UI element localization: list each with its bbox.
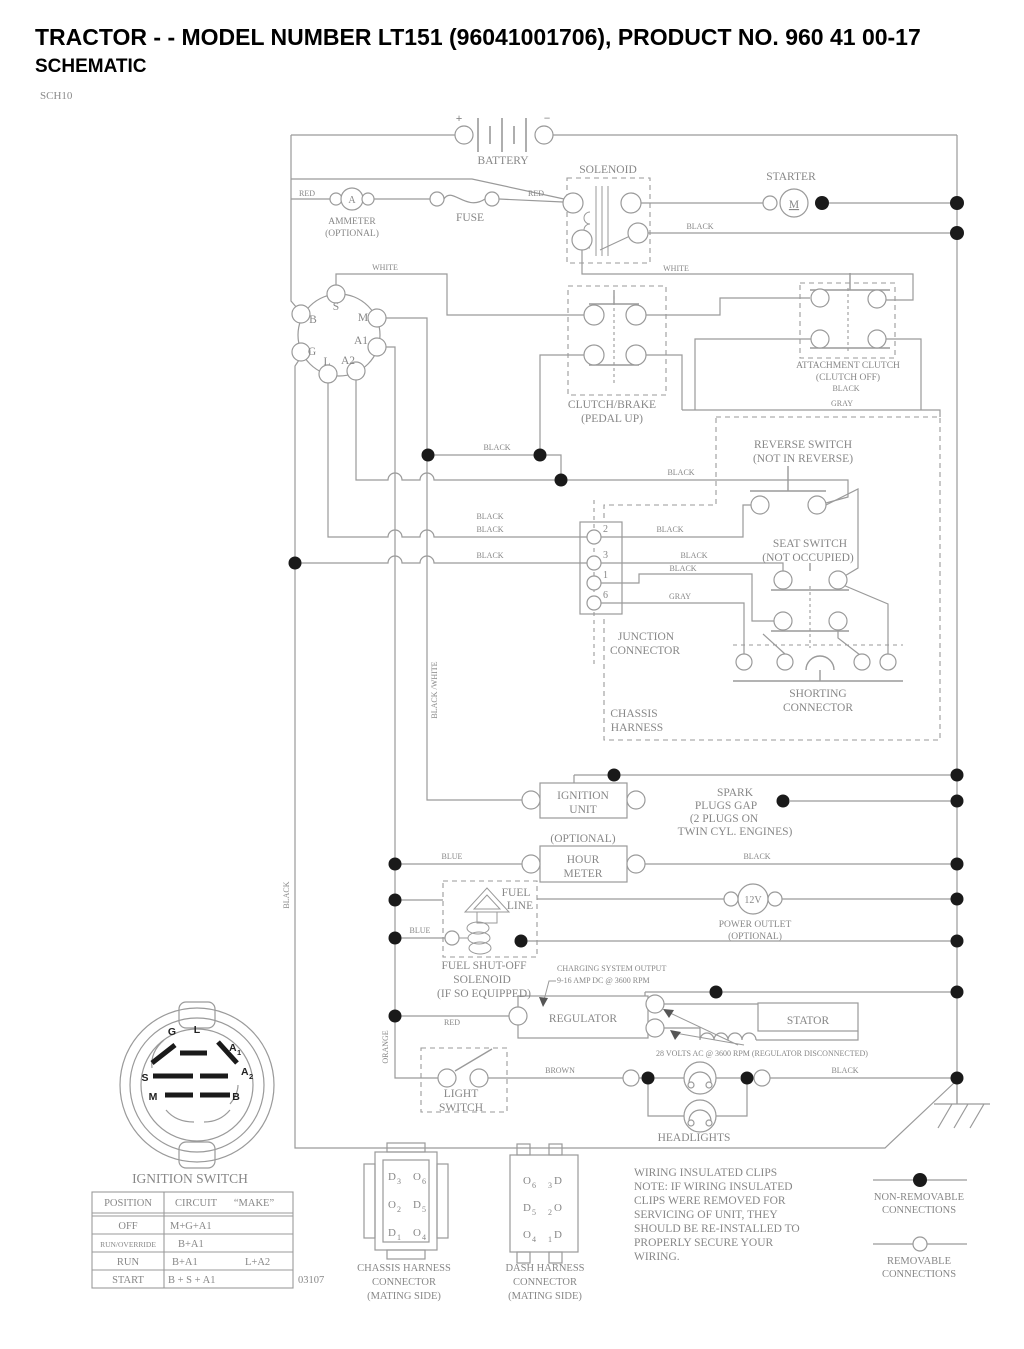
pin-num: 3 bbox=[397, 1177, 401, 1186]
wire-red-2: RED bbox=[528, 189, 544, 198]
wire-gray-p6: GRAY bbox=[669, 592, 691, 601]
table-h-position: POSITION bbox=[104, 1198, 152, 1209]
shorting-2: CONNECTOR bbox=[782, 702, 854, 714]
key-caption: IGNITION SWITCH bbox=[132, 1171, 248, 1186]
charging-2: 9-16 AMP DC @ 3600 RPM bbox=[557, 976, 650, 985]
legend-nonremovable-1: NON-REMOVABLE bbox=[873, 1192, 965, 1203]
charging-1: CHARGING SYSTEM OUTPUT bbox=[557, 964, 667, 973]
fuel-2: LINE bbox=[506, 900, 534, 912]
pin-num: 6 bbox=[422, 1177, 426, 1186]
battery-plus: + bbox=[455, 113, 463, 125]
chassis-2: HARNESS bbox=[610, 722, 664, 734]
spark-1: SPARK bbox=[716, 787, 754, 799]
spark-3: (2 PLUGS ON bbox=[689, 813, 759, 825]
shorting-1: SHORTING bbox=[789, 688, 847, 700]
wiring-note bbox=[634, 1167, 800, 1263]
wire-black-p1: BLACK bbox=[669, 564, 697, 573]
fuel-1: FUEL bbox=[501, 887, 531, 899]
pin-glyph: D bbox=[388, 1171, 396, 1183]
chassis-harness-connector bbox=[357, 1143, 451, 1302]
pin-num: 5 bbox=[532, 1208, 536, 1217]
pin-glyph: D bbox=[523, 1202, 531, 1214]
clutch-brake-1: CLUTCH/BRAKE bbox=[567, 399, 657, 411]
wire-black-p2: BLACK bbox=[656, 525, 684, 534]
pin-glyph: O bbox=[554, 1202, 562, 1214]
note-line: WIRING INSULATED CLIPS bbox=[634, 1167, 778, 1179]
table-rows bbox=[100, 1221, 270, 1286]
headlight-symbols bbox=[684, 1062, 716, 1132]
pin-num: 2 bbox=[397, 1205, 401, 1214]
pin-glyph: D bbox=[413, 1199, 421, 1211]
pin-glyph: O bbox=[523, 1175, 531, 1187]
pin-num: 1 bbox=[548, 1235, 552, 1244]
battery-minus: − bbox=[543, 113, 551, 125]
attachment-2: (CLUTCH OFF) bbox=[815, 373, 881, 383]
ignition-table bbox=[92, 1192, 324, 1288]
hour-2: METER bbox=[563, 868, 603, 880]
table-cell: RUN bbox=[116, 1257, 140, 1268]
regulator-label: REGULATOR bbox=[548, 1013, 618, 1025]
wire-black-attach: BLACK bbox=[832, 384, 860, 393]
wire-white-s: WHITE bbox=[372, 263, 398, 272]
fuel-shutoff-2: SOLENOID bbox=[453, 974, 511, 986]
v-label-orange: ORANGE bbox=[381, 1030, 390, 1064]
note-line: CLIPS WERE REMOVED FOR bbox=[634, 1195, 786, 1207]
ign-term-l: L bbox=[323, 356, 331, 368]
removable-circle-icon bbox=[913, 1237, 927, 1251]
wire-black-light: BLACK bbox=[831, 1066, 859, 1075]
clutch-brake-2: (PEDAL UP) bbox=[581, 413, 643, 425]
power-1: POWER OUTLET bbox=[718, 920, 792, 930]
pin-num: 2 bbox=[548, 1208, 552, 1217]
note-line: SERVICING OF UNIT, THEY bbox=[634, 1209, 778, 1221]
key-a1-sub: 1 bbox=[237, 1048, 242, 1057]
table-cell: M+G+A1 bbox=[170, 1221, 212, 1232]
wire-black-480r: BLACK bbox=[667, 468, 695, 477]
hour-1: HOUR bbox=[566, 854, 600, 866]
nonremovable-dot-icon bbox=[913, 1173, 927, 1187]
key-s: S bbox=[141, 1072, 149, 1084]
ignition-unit-1: IGNITION bbox=[557, 790, 609, 802]
key-a1: A bbox=[229, 1042, 237, 1054]
legend-nonremovable-2: CONNECTIONS bbox=[881, 1205, 957, 1216]
key-a2-sub: 2 bbox=[249, 1072, 254, 1081]
doc-code: SCH10 bbox=[40, 90, 73, 102]
ign-term-a2: A2 bbox=[340, 355, 356, 367]
pin-glyph: D bbox=[554, 1229, 562, 1241]
wire-brown: BROWN bbox=[545, 1066, 575, 1075]
chassis-1: CHASSIS bbox=[610, 708, 658, 720]
page-subtitle: SCHEMATIC bbox=[35, 56, 147, 77]
table-cell: START bbox=[112, 1275, 144, 1286]
hour-optional: (OPTIONAL) bbox=[550, 833, 616, 845]
attachment-1: ATTACHMENT CLUTCH bbox=[796, 361, 900, 371]
note-line: SHOULD BE RE-INSTALLED TO bbox=[634, 1223, 800, 1235]
pin-glyph: O bbox=[413, 1171, 421, 1183]
battery-symbol bbox=[478, 118, 526, 152]
wire-black-537l: BLACK bbox=[476, 525, 504, 534]
junction-1: JUNCTION bbox=[617, 631, 675, 643]
pin-glyph: O bbox=[388, 1199, 396, 1211]
table-cell: B+A1 bbox=[178, 1239, 204, 1250]
table-cell: L+A2 bbox=[245, 1257, 271, 1268]
table-cell: RUN/OVERRIDE bbox=[100, 1240, 156, 1249]
ign-term-a1: A1 bbox=[353, 335, 369, 347]
wire-black-hour: BLACK bbox=[743, 852, 771, 861]
v12-label: 12V bbox=[744, 895, 762, 906]
pin-glyph: O bbox=[413, 1227, 421, 1239]
reverse-2: (NOT IN REVERSE) bbox=[752, 453, 854, 465]
table-h-make: “MAKE” bbox=[233, 1198, 275, 1209]
key-g: G bbox=[167, 1026, 177, 1038]
junction-2: CONNECTOR bbox=[609, 645, 681, 657]
ignition-switch-schematic bbox=[292, 285, 386, 383]
seat-2: (NOT OCCUPIED) bbox=[762, 552, 854, 564]
solenoid-label: SOLENOID bbox=[579, 164, 637, 176]
pin-num: 5 bbox=[422, 1205, 426, 1214]
dash-conn-1: DASH HARNESS bbox=[505, 1263, 585, 1274]
key-a2: A bbox=[241, 1066, 249, 1078]
pin-num: 1 bbox=[397, 1233, 401, 1242]
junction-pin-2: 2 bbox=[603, 524, 608, 535]
ign-term-m: M bbox=[357, 312, 369, 324]
connection-legend bbox=[873, 1173, 967, 1280]
headlights-label: HEADLIGHTS bbox=[657, 1132, 731, 1144]
key-m: M bbox=[148, 1091, 158, 1103]
chassis-conn-1: CHASSIS HARNESS bbox=[357, 1263, 451, 1274]
pin-num: 6 bbox=[532, 1181, 536, 1190]
starter-m: M bbox=[788, 199, 800, 211]
ignition-unit-2: UNIT bbox=[569, 804, 597, 816]
ammeter-label: AMMETER bbox=[328, 217, 376, 227]
fuel-shutoff-3: (IF SO EQUIPPED) bbox=[437, 988, 531, 1000]
key-l: L bbox=[193, 1024, 201, 1036]
pin-num: 3 bbox=[548, 1181, 552, 1190]
pin-num: 4 bbox=[422, 1233, 426, 1242]
chassis-conn-3: (MATING SIDE) bbox=[367, 1291, 441, 1302]
seat-1: SEAT SWITCH bbox=[772, 538, 848, 550]
clutch-brake-box bbox=[568, 286, 666, 395]
wire-white-solenoid: WHITE bbox=[663, 264, 689, 273]
wire-blue-hour: BLUE bbox=[441, 852, 463, 861]
wire-black-563l: BLACK bbox=[476, 551, 504, 560]
page-title: TRACTOR - - MODEL NUMBER LT151 (96041001706), PRODUCT NO. 960 41 00-17 bbox=[35, 24, 921, 50]
wire-blue-fuel: BLUE bbox=[409, 926, 431, 935]
volts28-label: 28 VOLTS AC @ 3600 RPM (REGULATOR DISCONNECTED) bbox=[656, 1049, 868, 1058]
reverse-1: REVERSE SWITCH bbox=[753, 439, 853, 451]
ammeter-a: A bbox=[348, 195, 356, 206]
wire-red-1: RED bbox=[299, 189, 315, 198]
wire-black-455: BLACK bbox=[483, 443, 511, 452]
pin-glyph: O bbox=[523, 1229, 531, 1241]
wire-black-480l: BLACK bbox=[476, 512, 504, 521]
legend-removable-1: REMOVABLE bbox=[887, 1256, 951, 1267]
wire-black-solenoid: BLACK bbox=[686, 222, 714, 231]
ignition-switch-graphic bbox=[120, 1002, 274, 1186]
wire-gray-attach: GRAY bbox=[831, 399, 853, 408]
chassis-harness-box bbox=[604, 417, 940, 740]
spark-4: TWIN CYL. ENGINES) bbox=[677, 826, 793, 838]
stator-label: STATOR bbox=[786, 1015, 830, 1027]
v-label-bw: BLACK /WHITE bbox=[430, 661, 439, 719]
table-cell: OFF bbox=[118, 1221, 138, 1232]
key-b: B bbox=[232, 1091, 240, 1103]
dash-harness-connector bbox=[505, 1144, 584, 1302]
table-cell: B + S + A1 bbox=[168, 1275, 216, 1286]
chassis-conn-2: CONNECTOR bbox=[372, 1277, 436, 1288]
v-label-black: BLACK bbox=[282, 881, 291, 909]
terminal-circles bbox=[330, 126, 896, 1087]
junction-pin-6: 6 bbox=[603, 590, 608, 601]
table-cell: B+A1 bbox=[172, 1257, 198, 1268]
pin-num: 4 bbox=[532, 1235, 536, 1244]
light-2: SWITCH bbox=[438, 1102, 484, 1114]
legend-removable-2: CONNECTIONS bbox=[881, 1269, 957, 1280]
ign-term-s: S bbox=[332, 301, 340, 313]
fuel-shutoff-1: FUEL SHUT-OFF bbox=[441, 960, 527, 972]
ammeter-optional: (OPTIONAL) bbox=[325, 229, 379, 239]
note-line: WIRING. bbox=[634, 1251, 680, 1263]
battery-label: BATTERY bbox=[477, 155, 529, 167]
spark-2: PLUGS GAP bbox=[694, 800, 758, 812]
junction-pin-1: 1 bbox=[603, 570, 608, 581]
table-h-circuit: CIRCUIT bbox=[175, 1198, 217, 1209]
fuse-label: FUSE bbox=[455, 212, 485, 224]
wire-black-p3: BLACK bbox=[680, 551, 708, 560]
light-1: LIGHT bbox=[443, 1088, 479, 1100]
power-2: (OPTIONAL) bbox=[728, 932, 782, 942]
starter-label: STARTER bbox=[766, 171, 816, 183]
note-line: NOTE: IF WIRING INSULATED bbox=[634, 1181, 793, 1193]
note-line: PROPERLY SECURE YOUR bbox=[634, 1237, 774, 1249]
dash-conn-3: (MATING SIDE) bbox=[508, 1291, 582, 1302]
junction-pin-3: 3 bbox=[603, 550, 608, 561]
wire-red-reg: RED bbox=[444, 1018, 460, 1027]
dash-conn-2: CONNECTOR bbox=[513, 1277, 577, 1288]
pin-glyph: D bbox=[554, 1175, 562, 1187]
ign-term-g: G bbox=[307, 346, 317, 358]
drawing-number: 03107 bbox=[298, 1275, 325, 1286]
ign-term-b: B bbox=[309, 314, 317, 326]
pin-glyph: D bbox=[388, 1227, 396, 1239]
